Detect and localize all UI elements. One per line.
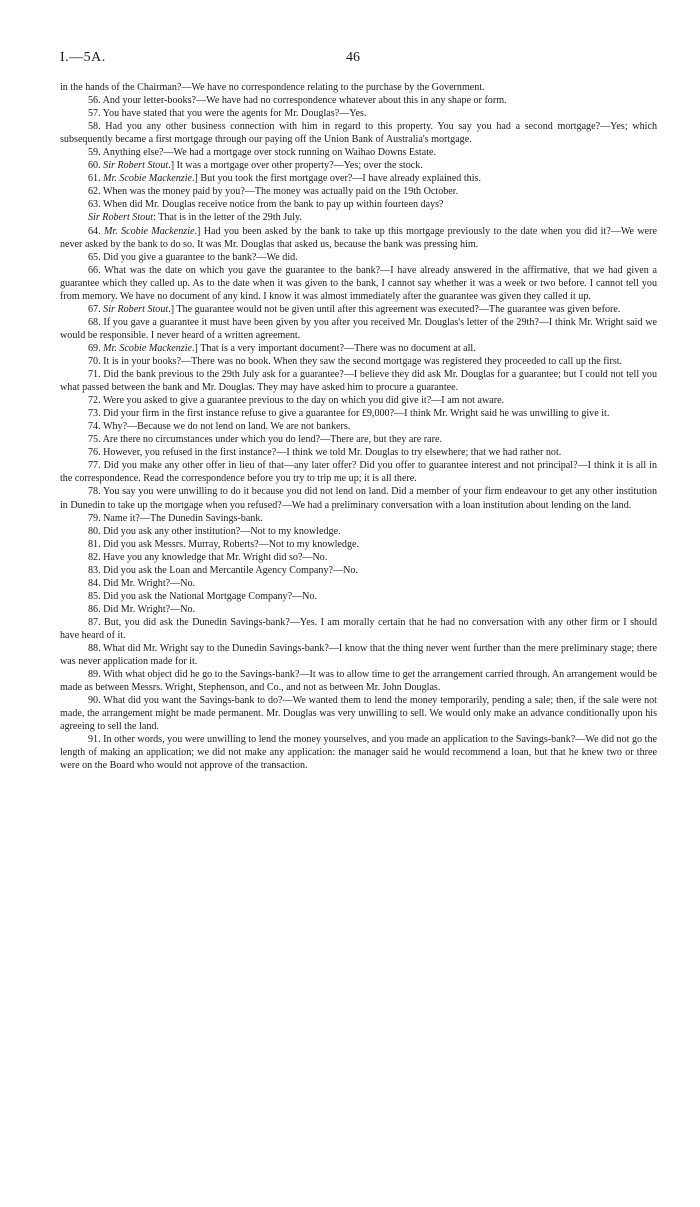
paragraph: 65. Did you give a guarantee to the bank?—We did.: [88, 251, 298, 263]
speaker-name: Mr. Scobie Mackenzie: [103, 342, 192, 354]
paragraph: 58. Had you any other business connection with him in regard to this property. You say you had a second mortgage?—Yes; which subsequently became a first mortgage through our paying off the Union Bank of Australia's mortgage.: [60, 121, 657, 146]
evidence-text: [60, 81, 657, 772]
speaker-name: Mr. Scobie Mackenzie: [103, 173, 192, 185]
paragraph: 90. What did you want the Savings-bank to do?—We wanted them to lend the money temporarily, pending a sale; then, if the sale were not made, the arrangement might be made permanent. Mr. Douglas was very unwilling to sell. We would only make an advance conditionally upon his agreeing to sell the land.: [60, 695, 657, 733]
paragraph: 89. With what object did he go to the Savings-bank?—It was to allow time to get the arrangement carried through. An arrangement would be made as between Messrs. Wright, Stephenson, and Co., and not as between Mr. John Douglas.: [60, 669, 657, 694]
paragraph: 57. You have stated that you were the agents for Mr. Douglas?—Yes.: [88, 108, 367, 120]
speaker-name: Sir Robert Stout: [103, 160, 169, 172]
paragraph: 77. Did you make any other offer in lieu of that—any later offer? Did you offer to guarantee interest and not principal?—I think it is all in the correspondence. Read the correspondence before you try to trip me up; it is all there.: [60, 460, 657, 485]
paragraph: 69. Mr. Scobie Mackenzie.] That is a very important document?—There was no document at all.: [88, 342, 476, 354]
paragraph: 91. In other words, you were unwilling to lend the money yourselves, and you made an application to the Savings-bank?—We did not go the length of making an application; we did not make any application: the manager said he would recommend a loan, but that he knew two or three were on the Board who would not approve of the transaction.: [60, 734, 657, 772]
paragraph: 88. What did Mr. Wright say to the Dunedin Savings-bank?—I know that the thing never went further than the mere preliminary stage; there was never application made for it.: [60, 643, 657, 668]
paragraph: 78. You say you were unwilling to do it because you did not lend on land. Did a member of your firm endeavour to get any other institution in Dunedin to take up the mortgage when you refused?—We had a preliminary conversation with a loan institution about lending on the land.: [60, 486, 657, 511]
paragraph: 66. What was the date on which you gave the guarantee to the bank?—I have already answered in the affirmative, that we had given a guarantee which they called up. As to the date when it was given to the bank, I cannot say whether it was a week or two before. I cannot tell you from memory. We have no document of any kind. I know it was almost immediately after the guarantee was given they called it up.: [60, 264, 657, 302]
paragraph: 67. Sir Robert Stout.] The guarantee would not be given until after this agreement was executed?—The guarantee was given before.: [88, 303, 621, 315]
paragraph: 79. Name it?—The Dunedin Savings-bank.: [88, 512, 263, 524]
page-header: [60, 50, 657, 72]
paragraph: 72. Were you asked to give a guarantee previous to the day on which you did give it?—I am not aware.: [88, 395, 505, 407]
speaker-name: Mr. Scobie Mackenzie: [103, 225, 195, 237]
paragraph: 76. However, you refused in the first instance?—I think we told Mr. Douglas to try elsewhere; that we had rather not.: [88, 447, 562, 459]
paragraph: Sir Robert Stout: That is in the letter of the 29th July.: [88, 212, 302, 224]
page-number: 46: [346, 50, 360, 65]
paragraph: 82. Have you any knowledge that Mr. Wright did so?—No.: [88, 551, 328, 563]
paragraph: 71. Did the bank previous to the 29th July ask for a guarantee?—I believe they did ask Mr. Douglas for a guarantee; but I could not tell you what passed between the bank and Mr. Douglas. They may have asked him to procure a guarantee.: [60, 369, 657, 394]
paper-reference: I.—5A.: [60, 50, 106, 65]
paragraph: 85. Did you ask the National Mortgage Company?—No.: [88, 590, 318, 602]
speaker-name: Sir Robert Stout: [88, 212, 154, 224]
paragraph: 64. Mr. Scobie Mackenzie.] Had you been asked by the bank to take up this mortgage previously to the date when you did it?—We were never asked by the bank to do so. It was Mr. Douglas that asked us, because the bank was pressing him.: [60, 225, 657, 250]
paragraph: 87. But, you did ask the Dunedin Savings-bank?—Yes. I am morally certain that he had no conversation with any other firm or I should have heard of it.: [60, 616, 657, 641]
paragraph: 61. Mr. Scobie Mackenzie.] But you took the first mortgage over?—I have already explained this.: [88, 173, 481, 185]
paragraph: 68. If you gave a guarantee it must have been given by you after you received Mr. Douglas's letter of the 29th?—I think Mr. Wright said we would be responsible. I never heard of a written agreement.: [60, 316, 657, 341]
paragraph: 75. Are there no circumstances under which you do lend?—There are, but they are rare.: [88, 434, 442, 446]
paragraph: in the hands of the Chairman?—We have no correspondence relating to the purchase by the Government.: [60, 82, 485, 93]
paragraph: 62. When was the money paid by you?—The money was actually paid on the 19th October.: [88, 186, 459, 198]
paragraph: 81. Did you ask Messrs. Murray, Roberts?—Not to my knowledge.: [88, 538, 360, 550]
paragraph: 73. Did your firm in the first instance refuse to give a guarantee for £9,000?—I think Mr. Wright said he was unwilling to give it.: [88, 408, 610, 420]
paragraph: 70. It is in your books?—There was no book. When they saw the second mortgage was registered they proceeded to call up the first.: [88, 355, 623, 367]
paragraph: 60. Sir Robert Stout.] It was a mortgage over other property?—Yes; over the stock.: [88, 160, 423, 172]
speaker-name: Sir Robert Stout: [103, 303, 169, 315]
paragraph: 59. Anything else?—We had a mortgage over stock running on Waihao Downs Estate.: [88, 147, 437, 159]
paragraph: 56. And your letter-books?—We have had no correspondence whatever about this in any shape or form.: [88, 95, 507, 107]
paragraph: 63. When did Mr. Douglas receive notice from the bank to pay up within fourteen days?: [88, 199, 444, 211]
paragraph: 86. Did Mr. Wright?—No.: [88, 603, 196, 615]
paragraph: 80. Did you ask any other institution?—Not to my knowledge.: [88, 525, 341, 537]
paragraph: 83. Did you ask the Loan and Mercantile Agency Company?—No.: [88, 564, 358, 576]
paragraph: 74. Why?—Because we do not lend on land. We are not bankers.: [88, 421, 351, 433]
paragraph: 84. Did Mr. Wright?—No.: [88, 577, 196, 589]
